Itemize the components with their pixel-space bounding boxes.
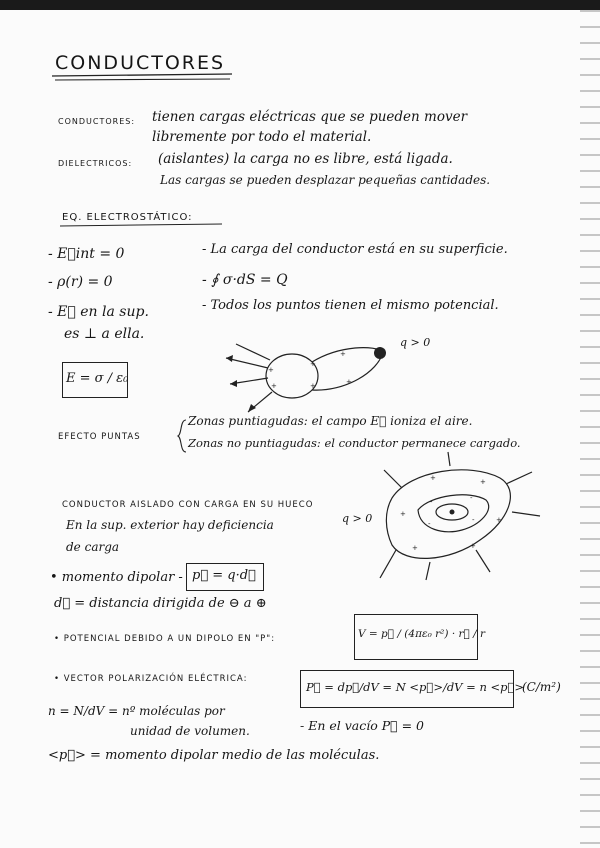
equilibrio-left-3b: es ⊥ a ella. (64, 326, 145, 342)
equilibrio-right-3: - Todos los puntos tienen el mismo potencial. (202, 298, 499, 313)
conductor-aislado-line1: En la sup. exterior hay deficiencia (66, 518, 274, 532)
svg-text:-: - (472, 516, 475, 524)
svg-text:+: + (346, 378, 352, 386)
equilibrio-left-3a: - E⃗ en la sup. (48, 304, 149, 320)
svg-text:+: + (271, 382, 277, 390)
efecto-puntas-label: EFECTO PUNTAS (58, 432, 141, 442)
equilibrio-right-1: - La carga del conductor está en su superficie. (202, 242, 508, 257)
conductor-aislado-line2: de carga (66, 540, 120, 554)
formula-polarizacion: P⃗ = dp⃗/dV = N <p⃗>/dV = n <p⃗> (306, 680, 525, 694)
svg-text:+: + (310, 382, 316, 390)
dielectricos-line2: Las cargas se pueden desplazar pequeñas cantidades. (160, 173, 491, 187)
svg-text:+: + (412, 544, 418, 552)
page-title: CONDUCTORES (55, 52, 226, 74)
conductor-aislado-label: CONDUCTOR AISLADO CON CARGA EN SU HUECO (62, 500, 314, 510)
svg-text:+: + (340, 350, 346, 358)
conductores-label: CONDUCTORES: (58, 117, 136, 126)
svg-text:+: + (480, 478, 486, 486)
svg-text:+: + (470, 542, 476, 550)
efecto-puntas-line2: Zonas no puntiagudas: el conductor permanece cargado. (188, 436, 521, 450)
svg-text:+: + (400, 510, 406, 518)
conductores-text-body: tienen cargas eléctricas que se pueden mover libremente por todo el material. (152, 109, 468, 145)
svg-text:+: + (496, 516, 502, 524)
efecto-puntas-line1: Zonas puntiagudas: el campo E⃗ ioniza el aire. (188, 414, 473, 428)
formula-e-field: E = σ / ε₀ (66, 371, 129, 386)
polarizacion-label: • VECTOR POLARIZACIÓN ELÉCTRICA: (54, 674, 248, 684)
momento-label: • momento dipolar - (50, 570, 183, 585)
formula-momento: p⃗ = q·d⃗ (192, 568, 256, 583)
n-definition-1: n = N/dV = nº moléculas por (48, 704, 225, 718)
polarizacion-units: (C/m²) (522, 680, 561, 694)
n-definition-2: unidad de volumen. (130, 724, 250, 738)
charge-label-1: q > 0 (400, 336, 431, 349)
svg-text:-: - (470, 494, 473, 502)
dielectricos-label: DIELECTRICOS: (58, 159, 133, 168)
vacuum-note: - En el vacío P⃗ = 0 (300, 718, 425, 733)
charge-label-2: q > 0 (342, 512, 373, 525)
svg-text:+: + (268, 366, 274, 374)
d-definition: d⃗ = distancia dirigida de ⊖ a ⊕ (54, 596, 267, 611)
svg-text:+: + (310, 360, 316, 368)
potencial-label: • POTENCIAL DEBIDO A UN DIPOLO EN "P": (54, 634, 276, 644)
mean-dipole-definition: <p⃗> = momento dipolar medio de las moléculas. (48, 748, 380, 763)
equilibrio-left-1: - E⃗int = 0 (48, 246, 125, 262)
dielectricos-line1: (aislantes) la carga no es libre, está ligada. (158, 151, 453, 167)
equilibrio-left-2: - ρ(r) = 0 (48, 274, 113, 290)
equilibrio-heading: EQ. ELECTROSTÁTICO: (62, 212, 193, 223)
svg-text:-: - (430, 498, 433, 506)
formula-potencial: V = p⃗ / (4πε₀ r²) · r⃗ / r (358, 628, 486, 640)
svg-text:+: + (430, 474, 436, 482)
svg-text:-: - (428, 520, 431, 528)
equilibrio-right-2: - ∮ σ·dS = Q (202, 272, 288, 288)
